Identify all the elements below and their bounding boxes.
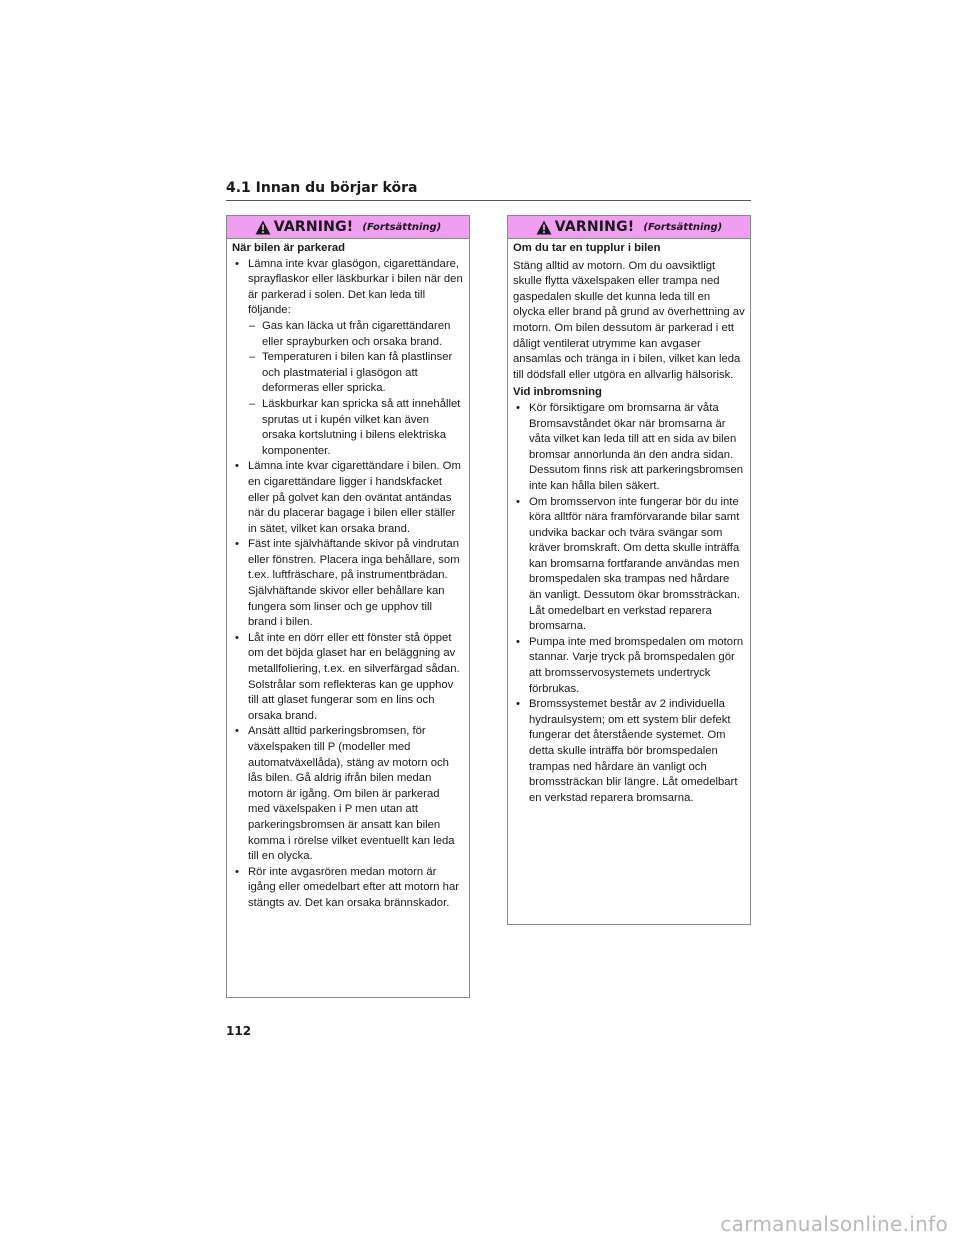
list-item: • Lämna inte kvar cigarettändare i bilen. Om en cigarettändare ligger i handskfacket eller på golvet kan den oväntat antändas när du placerar bagage i bilen eller ställer in sätet, vilket kan orsaka brand. xyxy=(232,459,464,537)
subheading-parked: När bilen är parkerad xyxy=(232,242,346,254)
list-item: • Rör inte avgasrören medan motorn är igång eller omedelbart efter att motorn har stängts av. Det kan orsaka brännskador. xyxy=(232,865,464,912)
list-item: • Fäst inte självhäftande skivor på vindrutan eller fönstren. Placera inga behållare, som t.ex. luftfräschare, på instrumentbrädan. Självhäftande skivor eller behållare kan fungera som linser och ge upphov till brand i bilen. xyxy=(232,537,464,631)
warning-title: VARNING! xyxy=(554,219,635,235)
warning-triangle-icon xyxy=(255,220,271,235)
warning-title: VARNING! xyxy=(273,219,354,235)
section-title: 4.1 Innan du börjar köra xyxy=(226,179,751,201)
warning-content-left xyxy=(227,239,469,912)
subheading-nap: Om du tar en tupplur i bilen xyxy=(513,242,661,254)
warning-content-right xyxy=(508,239,750,806)
bullet-list-left xyxy=(232,257,464,912)
warning-subtitle: (Fortsättning) xyxy=(643,221,723,233)
list-item: – Läskburkar kan spricka så att innehållet sprutas ut i kupén vilket kan även orsaka kortslutning i bilens elektriska komponenter. xyxy=(248,397,464,459)
list-item: • Ansätt alltid parkeringsbromsen, för växelspaken till P (modeller med automatväxellåda), stäng av motorn och lås bilen. Gå aldrig ifrån bilen medan motorn är igång. Om bilen är parkerad med växelspaken i P men utan att parkeringsbromsen är ansatt kan bilen komma i rörelse vilket eventuellt kan leda till en olycka. xyxy=(232,724,464,864)
list-item: • Om bromsservon inte fungerar bör du inte köra alltför nära framförvarande bilar samt undvika backar och tvära svängar som kräver bromskraft. Om detta skulle inträffa kan bromsarna fortfarande användas men bromspedalen ska trampas ned hårdare än vanligt. Dessutom ökar bromssträckan. Låt omedelbart en verkstad reparera bromsarna. xyxy=(513,495,745,635)
page-number: 112 xyxy=(226,1024,252,1038)
warning-box-right xyxy=(507,215,751,925)
dash-list xyxy=(248,319,464,459)
warning-subtitle: (Fortsättning) xyxy=(362,221,442,233)
warning-header-left xyxy=(227,216,469,239)
paragraph-nap: Stäng alltid av motorn. Om du oavsiktligt skulle flytta växelspaken eller trampa ned gaspedalen skulle det kunna leda till en olycka eller brand på grund av överhettning av motorn. Om bilen dessutom är parkerad i ett dåligt ventilerat utrymme kan avgaser ansamlas och tränga in i bilen, vilket kan leda till dödsfall eller utgöra en allvarlig hälsorisk. xyxy=(513,259,745,381)
list-item: – Temperaturen i bilen kan få plastlinser och plastmaterial i glasögon att deformeras eller spricka. xyxy=(248,350,464,397)
list-item: • Bromssystemet består av 2 individuella hydraulsystem; om ett system blir defekt fungerar det återstående systemet. Om detta skulle inträffa bör bromspedalen trampas ned hårdare än vanligt och bromssträckan blir längre. Låt omedelbart en verkstad reparera bromsarna. xyxy=(513,697,745,806)
bullet-text: Lämna inte kvar glasögon, cigarettändare, sprayflaskor eller läskburkar i bilen när den är parkerad i solen. Det kan leda till följande: xyxy=(248,257,463,317)
warning-header-right xyxy=(508,216,750,239)
list-item: • Kör försiktigare om bromsarna är våta Bromsavståndet ökar när bromsarna är våta vilket kan leda till att en sida av bilen bromsar annorlunda än den andra sidan. Dessutom finns risk att parkeringsbromsen inte kan hålla bilen säkert. xyxy=(513,401,745,495)
subheading-braking: Vid inbromsning xyxy=(513,386,602,399)
warning-triangle-icon xyxy=(536,220,552,235)
list-item: – Gas kan läcka ut från cigarettändaren eller sprayburken och orsaka brand. xyxy=(248,319,464,350)
list-item xyxy=(232,257,464,460)
warning-box-left xyxy=(226,215,470,998)
bullet-list-right xyxy=(513,401,745,806)
list-item: • Pumpa inte med bromspedalen om motorn stannar. Varje tryck på bromspedalen gör att bromsservosystemets undertryck förbrukas. xyxy=(513,635,745,697)
watermark: carmanualsonline.info xyxy=(720,1212,948,1236)
list-item: • Låt inte en dörr eller ett fönster stå öppet om det böjda glaset har en beläggning av metallfoliering, t.ex. en silverfärgad sådan. Solstrålar som reflekteras kan ge upphov till att glaset fungerar som en lins och orsaka brand. xyxy=(232,631,464,725)
